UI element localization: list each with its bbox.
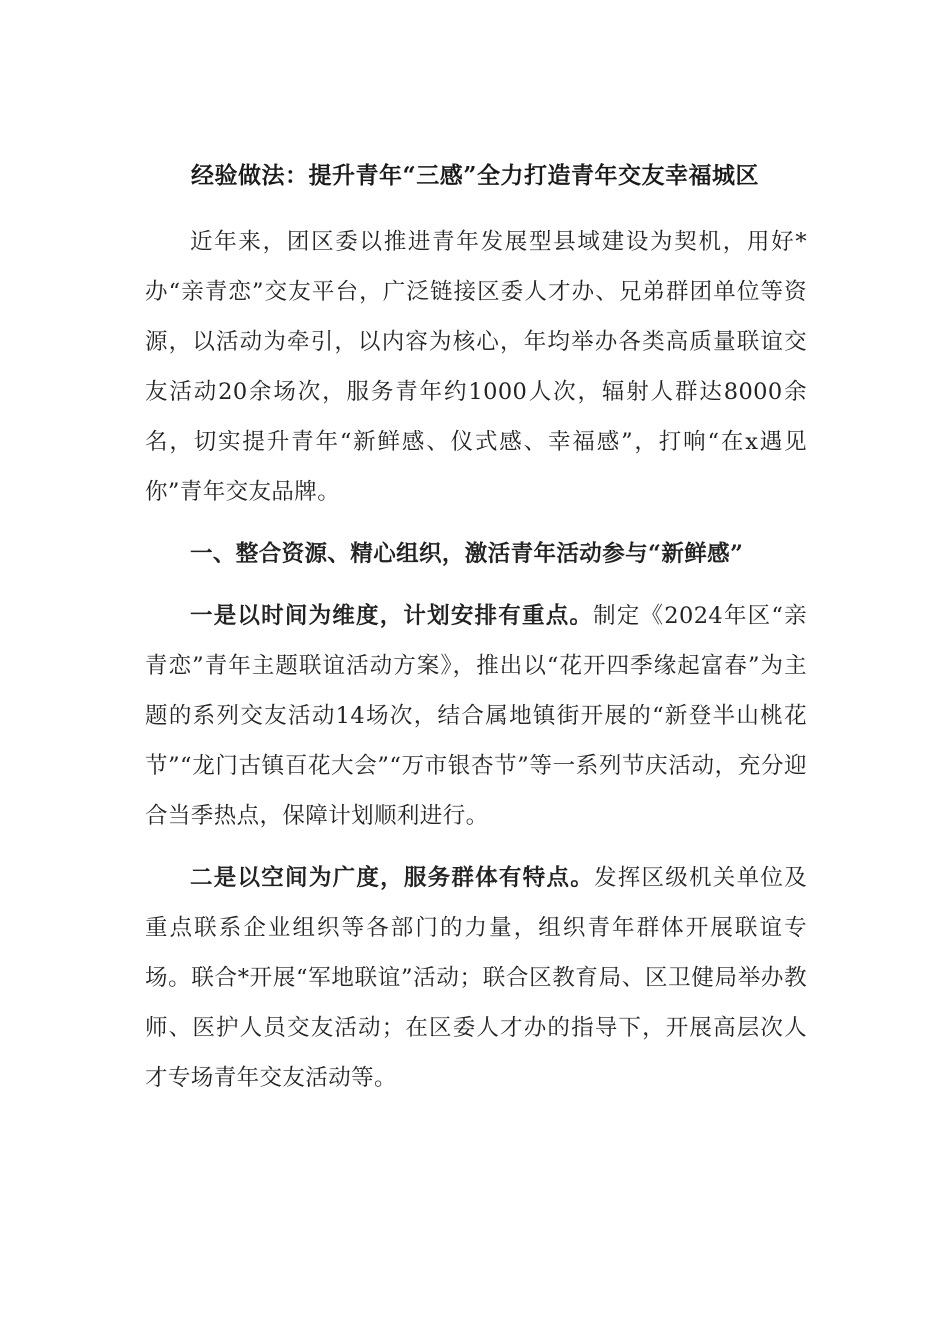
point-lead-2: 二是以空间为广度，服务群体有特点。 — [190, 865, 594, 891]
section-heading-1: 一、整合资源、精心组织，激活青年活动参与“新鲜感” — [190, 541, 744, 567]
point-paragraph-2 — [145, 853, 807, 1103]
point-body-2: 发挥区级机关单位及重点联系企业组织等各部门的力量，组织青年群体开展联谊专场。联合*开展“军地联谊”活动；联合区教育局、区卫健局举办教师、医护人员交友活动；在区委人才办的指导下，开展高层次人才专场青年交友活动等。 — [145, 865, 807, 1091]
intro-paragraph: 近年来，团区委以推进青年发展型县域建设为契机，用好*办“亲青恋”交友平台，广泛链接区委人才办、兄弟群团单位等资源，以活动为牵引，以内容为核心，年均举办各类高质量联谊交友活动20余场次，服务青年约1000人次，辐射人群达8000余名，切实提升青年“新鲜感、仪式感、幸福感”，打响“在x遇见你”青年交友品牌。 — [145, 229, 807, 505]
point-paragraph-1 — [145, 591, 807, 841]
point-lead-1: 一是以时间为维度，计划安排有重点。 — [190, 603, 594, 629]
document-title: 经验做法：提升青年“三感”全力打造青年交友幸福城区 — [191, 162, 759, 189]
point-body-1: 制定《2024年区“亲青恋”青年主题联谊活动方案》，推出以“花开四季缘起富春”为主题的系列交友活动14场次，结合属地镇街开展的“新登半山桃花节”“龙门古镇百花大会”“万市银杏节”等一系列节庆活动，充分迎合当季热点，保障计划顺利进行。 — [145, 603, 807, 829]
document-body — [145, 217, 807, 1103]
